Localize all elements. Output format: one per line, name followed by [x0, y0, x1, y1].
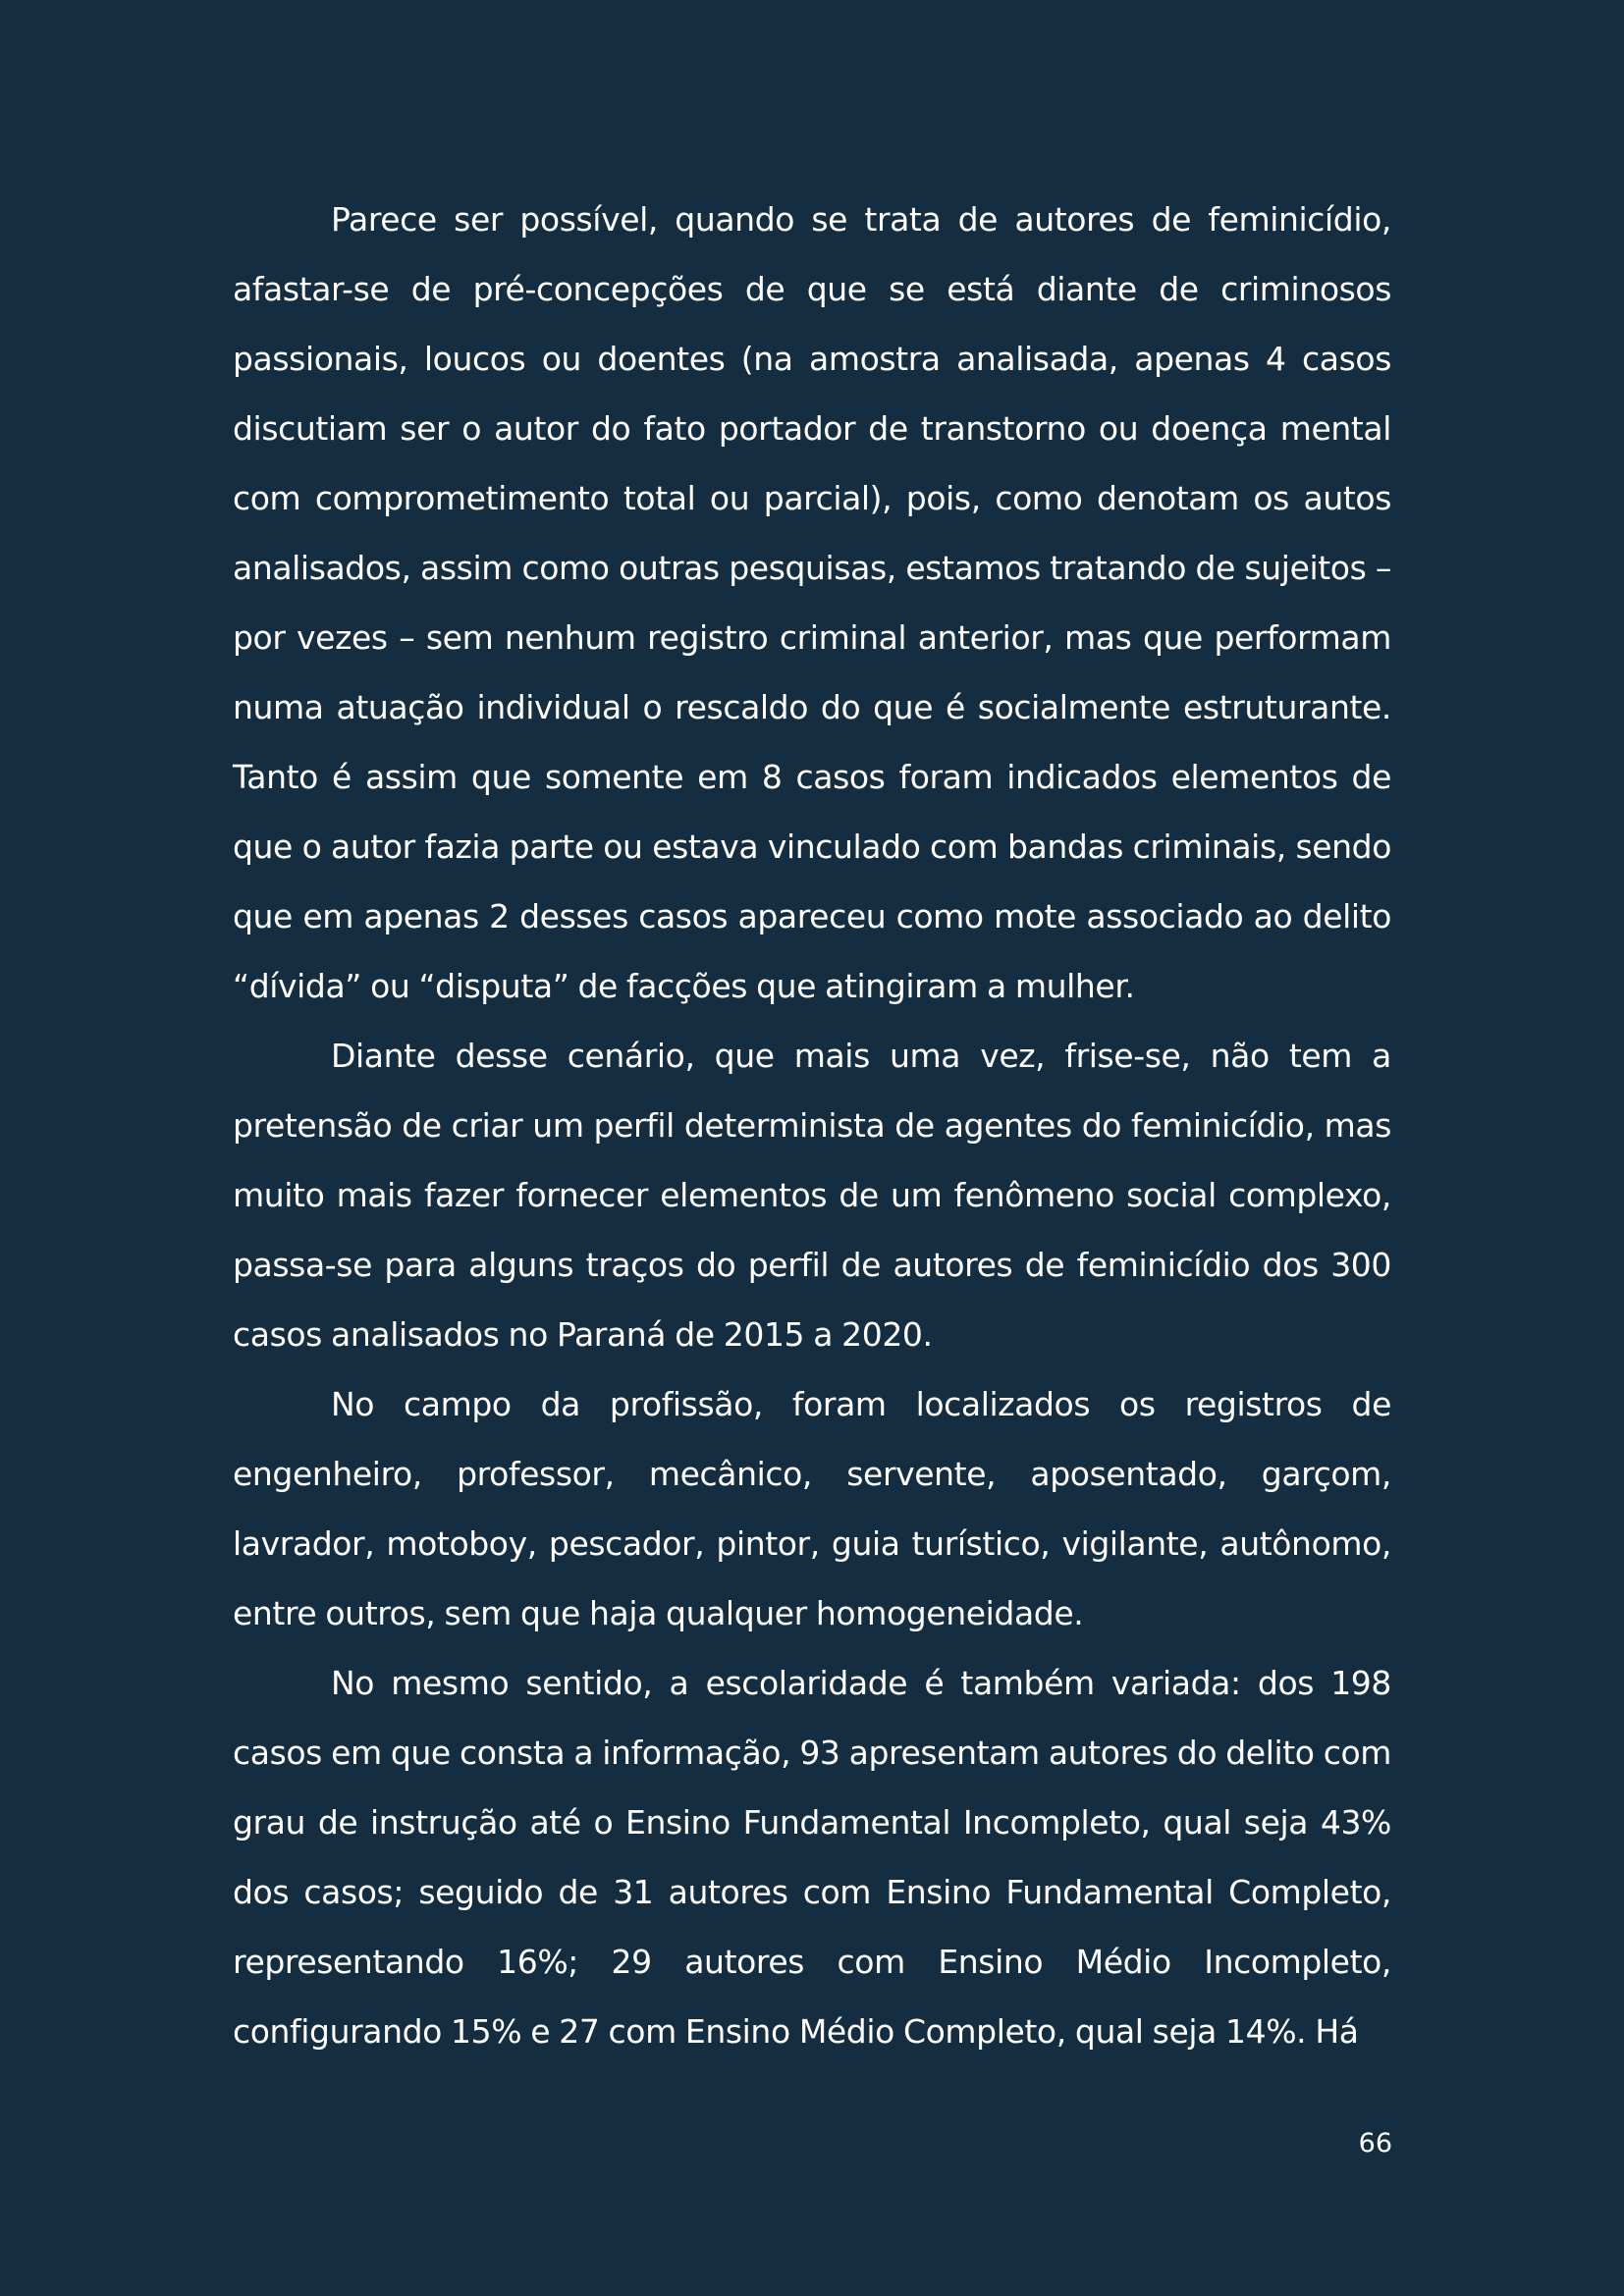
paragraph-4: No mesmo sentido, a escolaridade é também variada: dos 198 casos em que consta a informação, 93 apresentam autores do delito com grau de instrução até o Ensino Fundamental Incompleto, qual seja 43% dos casos; seguido de 31 autores com Ensino Fundamental Completo, representando 16%; 29 autores com Ensino Médio Incompleto, configurando 15% e 27 com Ensino Médio Completo, qual seja 14%. Há [233, 1664, 1391, 2051]
paragraph-1: Parece ser possível, quando se trata de autores de feminicídio, afastar-se de pré-concepções de que se está diante de criminosos passionais, loucos ou doentes (na amostra analisada, apenas 4 casos discutiam ser o autor do fato portador de transtorno ou doença mental com comprometimento total ou parcial), pois, como denotam os autos analisados, assim como outras pesquisas, estamos tratando de sujeitos – por vezes – sem nenhum registro criminal anterior, mas que performam numa atuação individual o rescaldo do que é socialmente estruturante. Tanto é assim que somente em 8 casos foram indicados elementos de que o autor fazia parte ou estava vinculado com bandas criminais, sendo que em apenas 2 desses casos apareceu como mote associado ao delito “dívida” ou “disputa” de facções que atingiram a mulher. [233, 200, 1391, 1005]
body-text [233, 185, 1391, 2066]
paragraph-2: Diante desse cenário, que mais uma vez, frise-se, não tem a pretensão de criar um perfil determinista de agentes do feminicídio, mas muito mais fazer fornecer elementos de um fenômeno social complexo, passa-se para alguns traços do perfil de autores de feminicídio dos 300 casos analisados no Paraná de 2015 a 2020. [233, 1037, 1391, 1354]
paragraph-3: No campo da profissão, foram localizados os registros de engenheiro, professor, mecânico, servente, aposentado, garçom, lavrador, motoboy, pescador, pintor, guia turístico, vigilante, autônomo, entre outros, sem que haja qualquer homogeneidade. [233, 1385, 1391, 1632]
page-number: 66 [1358, 2128, 1392, 2159]
